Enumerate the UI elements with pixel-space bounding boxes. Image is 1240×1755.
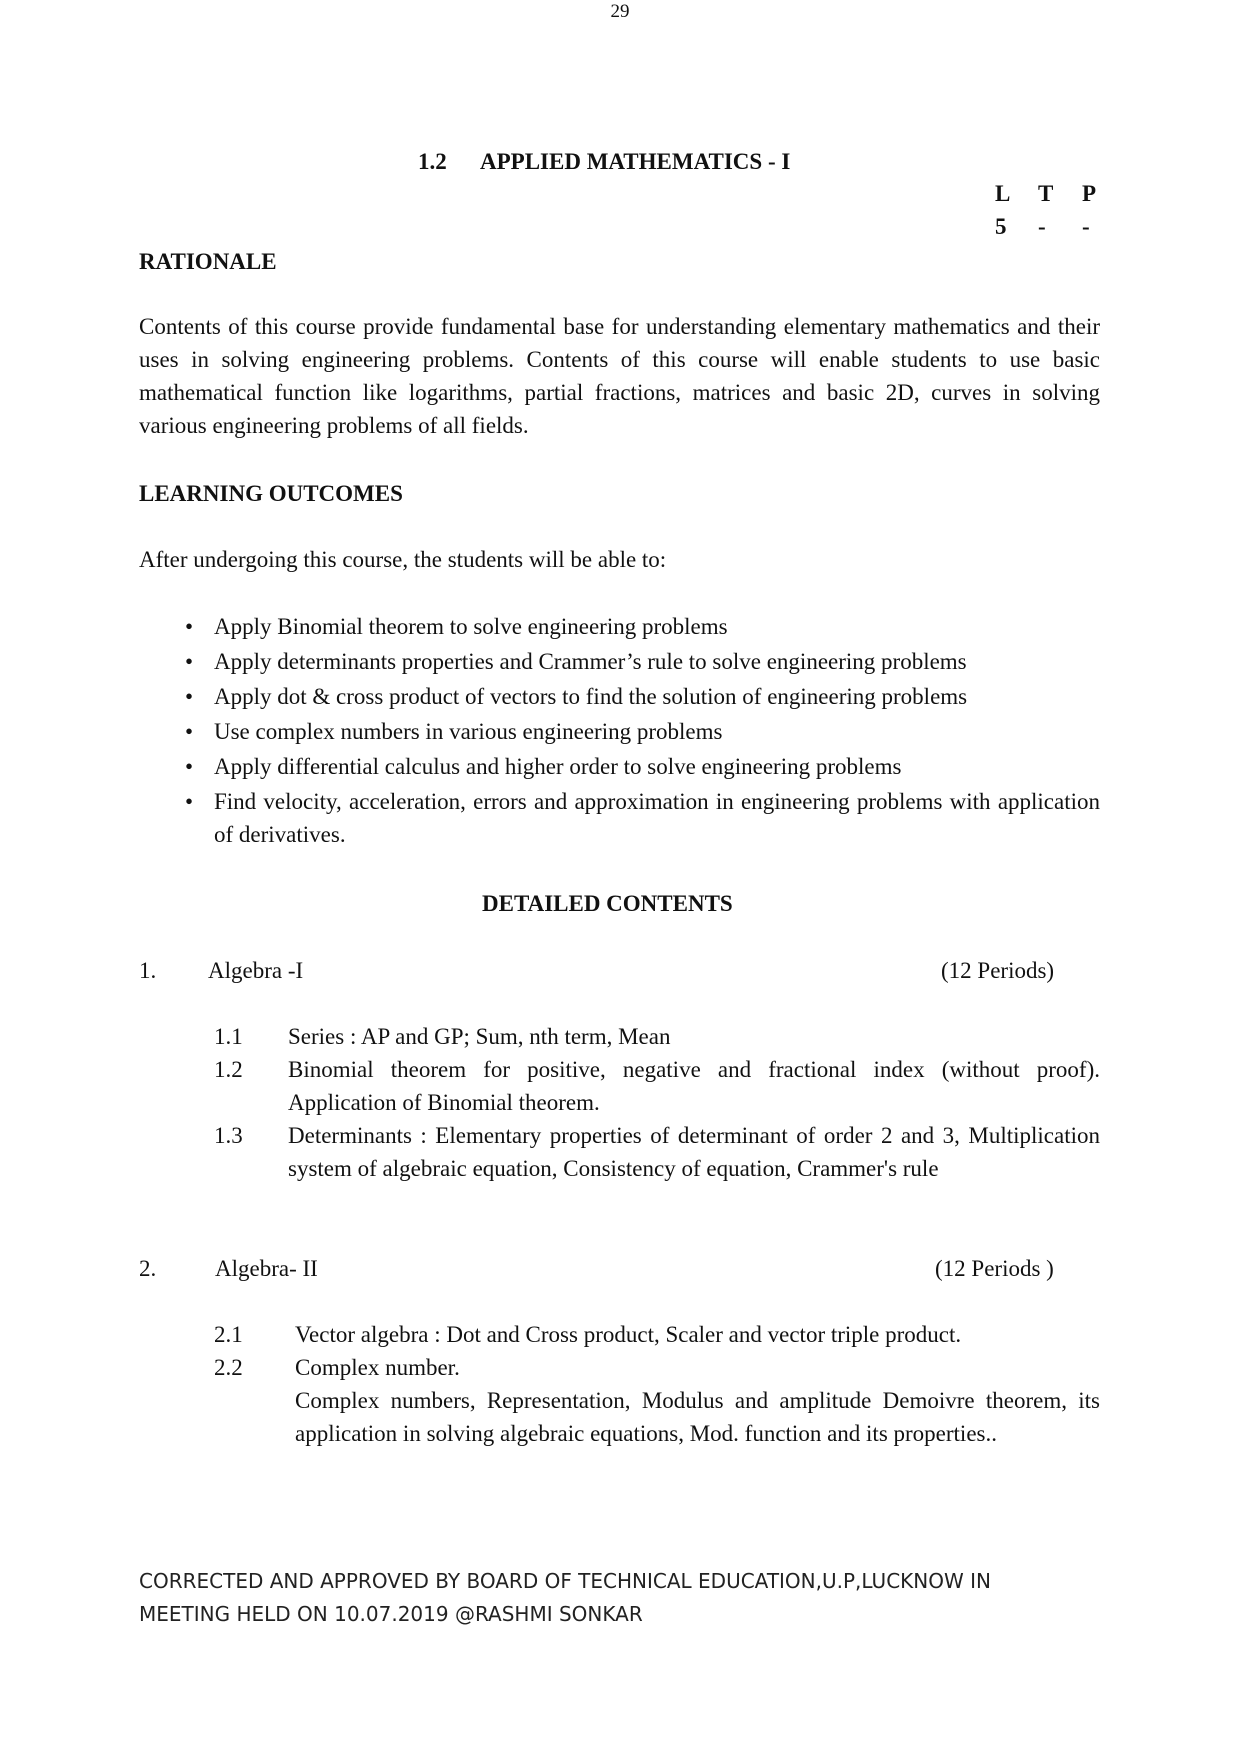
list-item-text: Apply differential calculus and higher order to solve engineering problems	[214, 754, 902, 779]
learning-outcomes-list	[139, 610, 1100, 853]
list-item	[139, 645, 1100, 678]
content-item-number: 2.2	[214, 1355, 243, 1380]
content-item	[214, 1119, 1100, 1185]
content-item-number: 1.2	[214, 1057, 243, 1082]
content-item-text: Complex number.	[295, 1355, 460, 1380]
ltp-header-row	[985, 177, 1105, 210]
section-1-items	[214, 1020, 1100, 1185]
content-item-continuation	[214, 1384, 1100, 1450]
ltp-value-p: -	[1082, 214, 1090, 239]
content-item	[214, 1351, 1100, 1384]
content-item-number: 1.1	[214, 1024, 243, 1049]
section-1-header	[139, 954, 1100, 987]
ltp-header-t: T	[1038, 181, 1054, 206]
list-item-text: Apply dot & cross product of vectors to find the solution of engineering problems	[214, 684, 968, 709]
section-periods: (12 Periods )	[935, 1256, 1054, 1281]
content-item-text: Vector algebra : Dot and Cross product, Scaler and vector triple product.	[295, 1322, 962, 1347]
ltp-header-l: L	[995, 181, 1011, 206]
section-periods: (12 Periods)	[941, 958, 1055, 983]
content-item-text: Determinants : Elementary properties of determinant of order 2 and 3, Multiplication system of algebraic equation, Consistency of equation, Crammer's rule	[288, 1123, 1100, 1181]
content-item	[214, 1020, 1100, 1053]
learning-outcomes-intro: After undergoing this course, the students will be able to:	[139, 547, 667, 572]
content-item-continuation-text: Complex numbers, Representation, Modulus and amplitude Demoivre theorem, its application in solving algebraic equations, Mod. function and its properties..	[295, 1388, 1100, 1446]
content-item	[214, 1053, 1100, 1119]
bullet-icon: •	[184, 614, 194, 639]
ltp-header-p: P	[1082, 181, 1097, 206]
section-2-items	[214, 1318, 1100, 1450]
course-name: APPLIED MATHEMATICS - I	[480, 149, 791, 174]
content-item-number: 2.1	[214, 1322, 243, 1347]
course-number: 1.2	[418, 149, 447, 174]
list-item-text: Apply determinants properties and Crammer’s rule to solve engineering problems	[214, 649, 967, 674]
list-item	[139, 750, 1100, 783]
list-item-text: Find velocity, acceleration, errors and approximation in engineering problems with application of derivatives.	[214, 789, 1100, 847]
content-item-text: Binomial theorem for positive, negative and fractional index (without proof). Application of Binomial theorem.	[288, 1057, 1100, 1115]
list-item-text: Use complex numbers in various engineering problems	[214, 719, 723, 744]
list-item	[139, 715, 1100, 748]
ltp-table	[985, 177, 1105, 243]
bullet-icon: •	[184, 649, 194, 674]
list-item	[139, 680, 1100, 713]
section-number: 1.	[139, 958, 157, 983]
rationale-text: Contents of this course provide fundamental base for understanding elementary mathematics and their uses in solving engineering problems. Contents of this course will enable students to use basic mathematical function like logarithms, partial fractions, matrices and basic 2D, curves in solving various engineering problems of all fields.	[139, 314, 1100, 438]
footer-line-1: CORRECTED AND APPROVED BY BOARD OF TECHNICAL EDUCATION,U.P,LUCKNOW IN	[139, 1569, 991, 1593]
bullet-icon: •	[184, 754, 194, 779]
detailed-contents-heading: DETAILED CONTENTS	[482, 891, 733, 916]
list-item	[139, 610, 1100, 643]
section-title: Algebra -I	[208, 958, 304, 983]
section-2-header	[139, 1252, 1100, 1285]
page-number: 29	[610, 1, 630, 22]
ltp-value-row	[985, 210, 1105, 243]
content-item-text: Series : AP and GP; Sum, nth term, Mean	[288, 1024, 671, 1049]
section-number: 2.	[139, 1256, 157, 1281]
list-item	[139, 785, 1100, 851]
section-title: Algebra- II	[215, 1256, 318, 1281]
bullet-icon: •	[184, 789, 194, 814]
ltp-value-l: 5	[995, 214, 1007, 239]
content-item	[214, 1318, 1100, 1351]
page-footer	[139, 1565, 1139, 1631]
footer-line-2: MEETING HELD ON 10.07.2019 @RASHMI SONKAR	[139, 1602, 643, 1626]
bullet-icon: •	[184, 684, 194, 709]
rationale-heading: RATIONALE	[139, 249, 277, 274]
course-title	[418, 145, 790, 178]
content-item-number: 1.3	[214, 1123, 243, 1148]
ltp-value-t: -	[1038, 214, 1046, 239]
learning-outcomes-heading: LEARNING OUTCOMES	[139, 481, 403, 506]
bullet-icon: •	[184, 719, 194, 744]
list-item-text: Apply Binomial theorem to solve engineering problems	[214, 614, 728, 639]
